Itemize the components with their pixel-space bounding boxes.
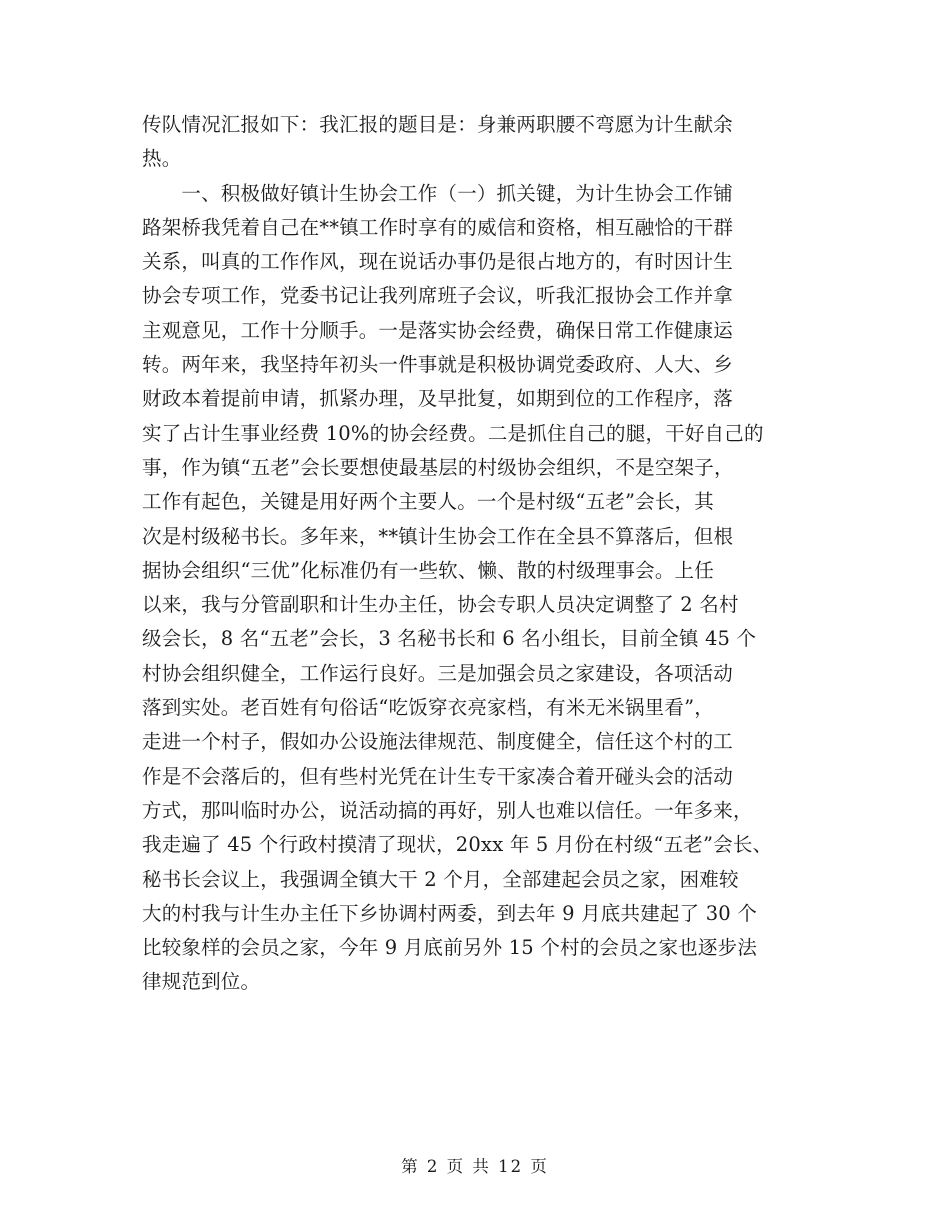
text-line: 大的村我与计生办主任下乡协调村两委，到去年 9 月底共建起了 30 个 (142, 901, 758, 925)
page-number-footer: 第 2 页 共 12 页 (401, 1157, 549, 1176)
text-line: 律规范到位。 (142, 970, 261, 994)
text-line: 走进一个村子，假如办公设施法律规范、制度健全，信任这个村的工 (142, 730, 734, 754)
text-line: 财政本着提前申请，抓紧办理，及早批复，如期到位的工作程序，落 (142, 387, 734, 411)
text-line: 级会长，8 名“五老”会长，3 名秘书长和 6 名小组长，目前全镇 45 个 (142, 627, 757, 651)
text-line: 事，作为镇“五老”会长要想使最基层的村级协会组织，不是空架子， (142, 455, 734, 479)
text-line: 一、积极做好镇计生协会工作（一）抓关键，为计生协会工作铺 (142, 181, 734, 205)
text-line: 秘书长会议上，我强调全镇大干 2 个月，全部建起会员之家，困难较 (142, 867, 739, 891)
text-line: 实了占计生事业经费 10%的协会经费。二是抓住自己的腿，干好自己的 (142, 421, 764, 445)
text-line: 传队情况汇报如下：我汇报的题目是：身兼两职腰不弯愿为计生献余 (142, 113, 734, 136)
text-line: 据协会组织“三优”化标准仍有一些软、懒、散的村级理事会。上任 (142, 558, 714, 582)
text-line: 路架桥我凭着自己在**镇工作时享有的威信和资格，相互融恰的干群 (142, 215, 734, 239)
text-line: 工作有起色，关键是用好两个主要人。一个是村级“五老”会长，其 (142, 490, 714, 514)
text-line: 作是不会落后的，但有些村光凭在计生专干家凑合着开碰头会的活动 (142, 764, 734, 788)
text-line: 次是村级秘书长。多年来，**镇计生协会工作在全县不算落后，但根 (142, 524, 734, 548)
text-line: 协会专项工作，党委书记让我列席班子会议，听我汇报协会工作并拿 (142, 284, 734, 308)
text-line: 村协会组织健全，工作运行良好。三是加强会员之家建设，各项活动 (142, 661, 734, 685)
text-line: 以来，我与分管副职和计生办主任，协会专职人员决定调整了 2 名村 (142, 593, 739, 617)
text-line: 转。两年来，我坚持年初头一件事就是积极协调党委政府、人大、乡 (142, 353, 734, 377)
text-line: 落到实处。老百姓有句俗话“吃饭穿衣亮家档，有米无米锅里看”， (142, 696, 714, 720)
text-line: 热。 (142, 147, 182, 171)
text-line: 比较象样的会员之家，今年 9 月底前另外 15 个村的会员之家也逐步法 (142, 936, 758, 960)
text-line: 关系，叫真的工作作风，现在说话办事仍是很占地方的，有时因计生 (142, 250, 734, 274)
text-line: 我走遍了 45 个行政村摸清了现状，20xx 年 5 月份在村级“五老”会长、 (142, 833, 773, 857)
body-text (142, 108, 832, 1000)
text-line: 方式，那叫临时办公，说活动搞的再好，别人也难以信任。一年多来， (142, 798, 753, 822)
text-line: 主观意见，工作十分顺手。一是落实协会经费，确保日常工作健康运 (142, 318, 734, 342)
